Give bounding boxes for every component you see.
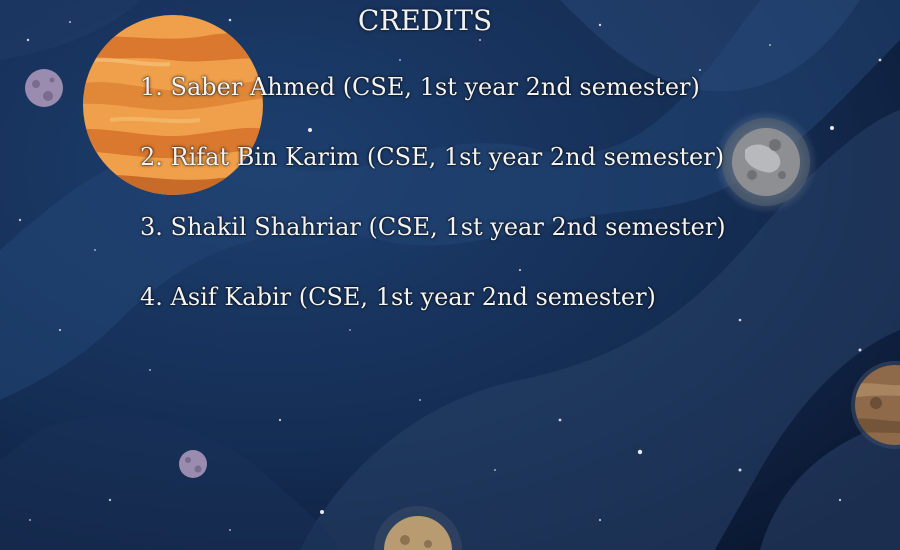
credit-item-3: 3. Shakil Shahriar (CSE, 1st year 2nd semester) <box>140 213 726 241</box>
purple-moon <box>25 69 63 107</box>
small-purple-planet <box>179 450 207 478</box>
credit-item-1: 1. Saber Ahmed (CSE, 1st year 2nd semester) <box>140 73 700 101</box>
credit-item-4: 4. Asif Kabir (CSE, 1st year 2nd semester) <box>140 283 656 311</box>
grey-moon <box>714 110 818 214</box>
credit-item-2: 2. Rifat Bin Karim (CSE, 1st year 2nd semester) <box>140 143 725 171</box>
credits-title: CREDITS <box>357 4 493 37</box>
